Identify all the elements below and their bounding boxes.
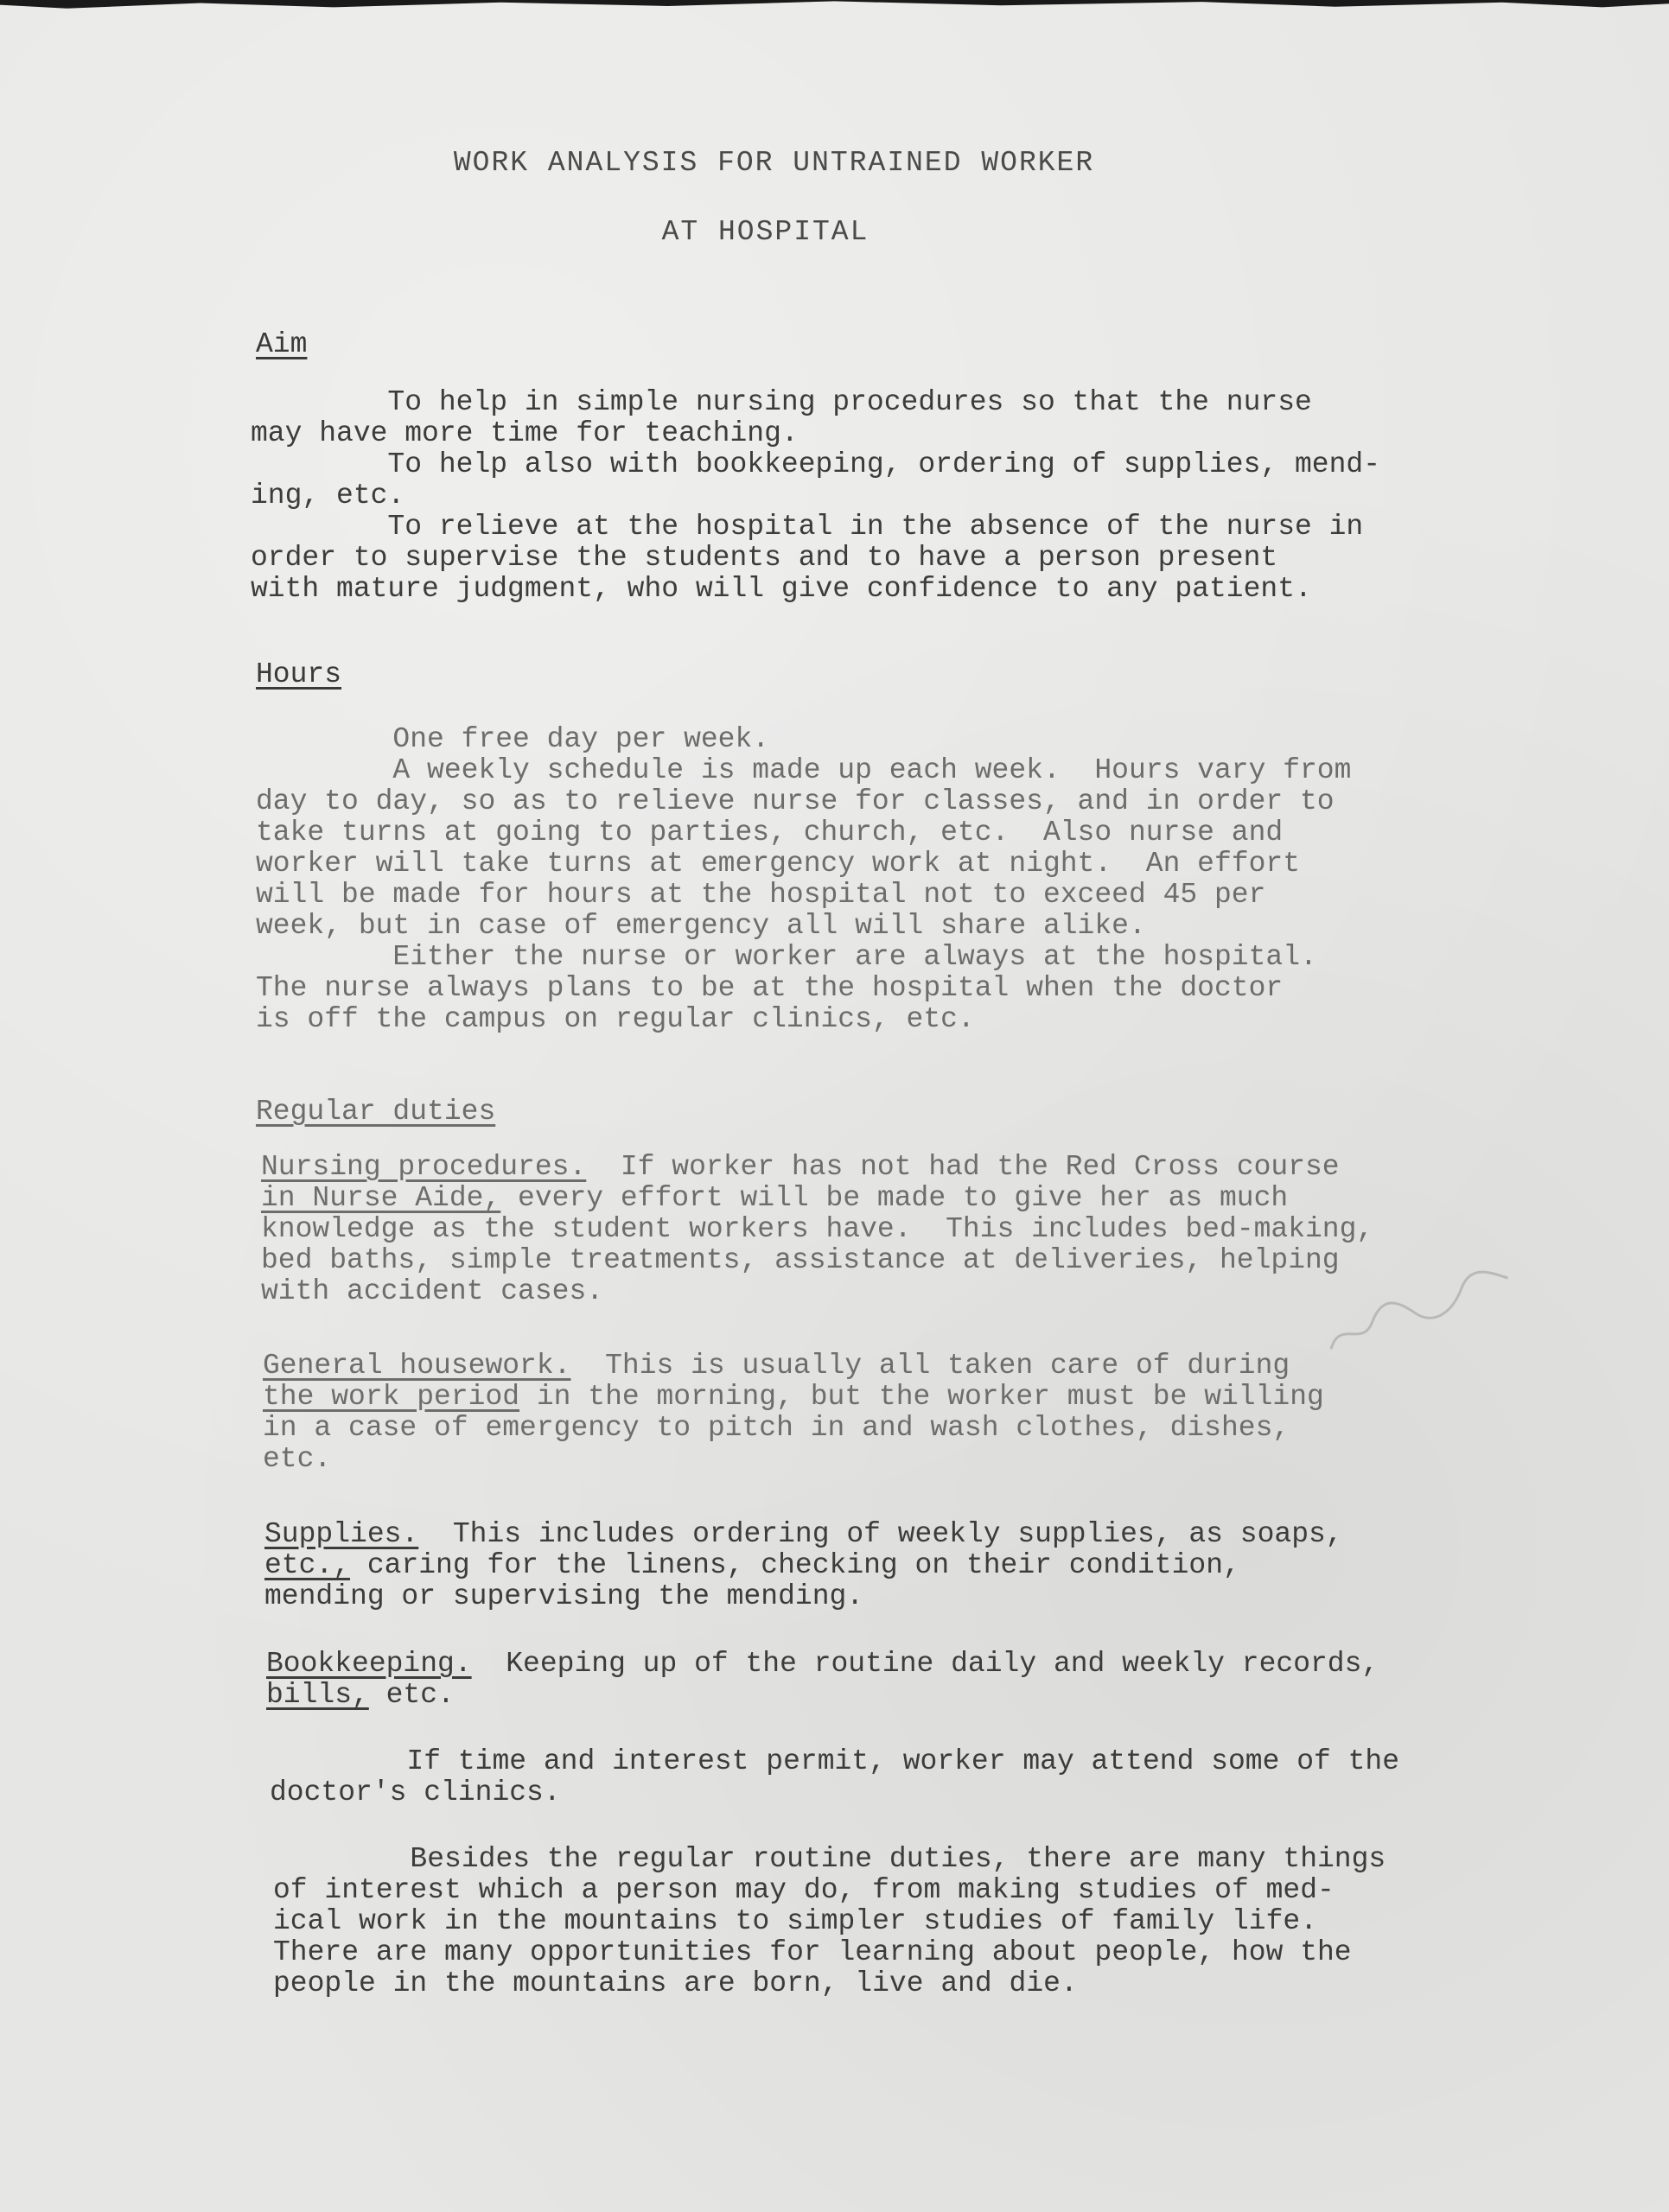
general-housework-line1: This is usually all taken care of during	[570, 1350, 1290, 1382]
supplies-second-lead: etc.,	[264, 1549, 351, 1581]
closing-paragraph: Besides the regular routine duties, there are many things of interest which a person may do, from making studies of med- ical work in the mountains to simpler studies of family life. There are many opportunities for learning about people, how the people in the mountains are born, live and die.	[273, 1843, 1386, 1999]
nursing-procedures-rest: every effort will be made to give her as much knowledge as the student workers have. This includes bed-making, bed baths, simple treatments, assistance at deliveries, helping with accident cases.	[261, 1182, 1374, 1307]
general-housework-rest: in the morning, but the worker must be willing in a case of emergency to pitch in and wash clothes, dishes, etc.	[263, 1381, 1324, 1475]
regular-duties-heading: Regular duties	[256, 1096, 496, 1128]
nursing-procedures-lead: Nursing procedures.	[261, 1151, 587, 1183]
bookkeeping-paragraph	[266, 1649, 1379, 1711]
aim-heading: Aim	[256, 328, 308, 360]
document-subtitle: AT HOSPITAL	[661, 216, 870, 248]
supplies-lead: Supplies.	[264, 1518, 419, 1550]
bookkeeping-second-lead: bills,	[266, 1679, 369, 1711]
supplies-rest: caring for the linens, checking on their condition, mending or supervising the mending.	[264, 1549, 1240, 1612]
torn-top-edge	[0, 0, 1669, 12]
supplies-line1: This includes ordering of weekly supplies, as soaps,	[418, 1518, 1343, 1550]
bookkeeping-rest: etc.	[368, 1679, 455, 1711]
hours-paragraph: One free day per week. A weekly schedule is made up each week. Hours vary from day to day, so as to relieve nurse for classes, and in order to take turns at going to parties, church, etc. Also nurse and worker will take turns at emergency work at night. An effort will be made for hours at the hospital not to exceed 45 per week, but in case of emergency all will share alike. Either the nurse or worker are always at the hospital. The nurse always plans to be at the hospital when the doctor is off the campus on regular clinics, etc.	[256, 723, 1352, 1035]
bookkeeping-line1: Keeping up of the routine daily and weekly records,	[471, 1648, 1379, 1680]
supplies-paragraph	[264, 1519, 1343, 1612]
general-housework-paragraph	[263, 1351, 1324, 1475]
document-title: WORK ANALYSIS FOR UNTRAINED WORKER	[453, 147, 1095, 179]
general-housework-lead: General housework.	[263, 1350, 571, 1382]
hours-heading: Hours	[256, 658, 342, 690]
aim-paragraph: To help in simple nursing procedures so that the nurse may have more time for teaching. To help also with bookkeeping, ordering of supplies, mend- ing, etc. To relieve at the hospital in the absence of the nurse in order to supervise the students and to have a person present with mature judgment, who will give confidence to any patient.	[251, 386, 1381, 605]
nursing-procedures-line1: If worker has not had the Red Cross course	[586, 1151, 1340, 1183]
general-housework-second-lead: the work period	[263, 1381, 520, 1413]
clinics-paragraph: If time and interest permit, worker may attend some of the doctor's clinics.	[270, 1745, 1400, 1808]
bookkeeping-lead: Bookkeeping.	[266, 1648, 472, 1680]
nursing-procedures-paragraph	[261, 1152, 1373, 1307]
nursing-procedures-second-lead: in Nurse Aide,	[261, 1182, 501, 1214]
